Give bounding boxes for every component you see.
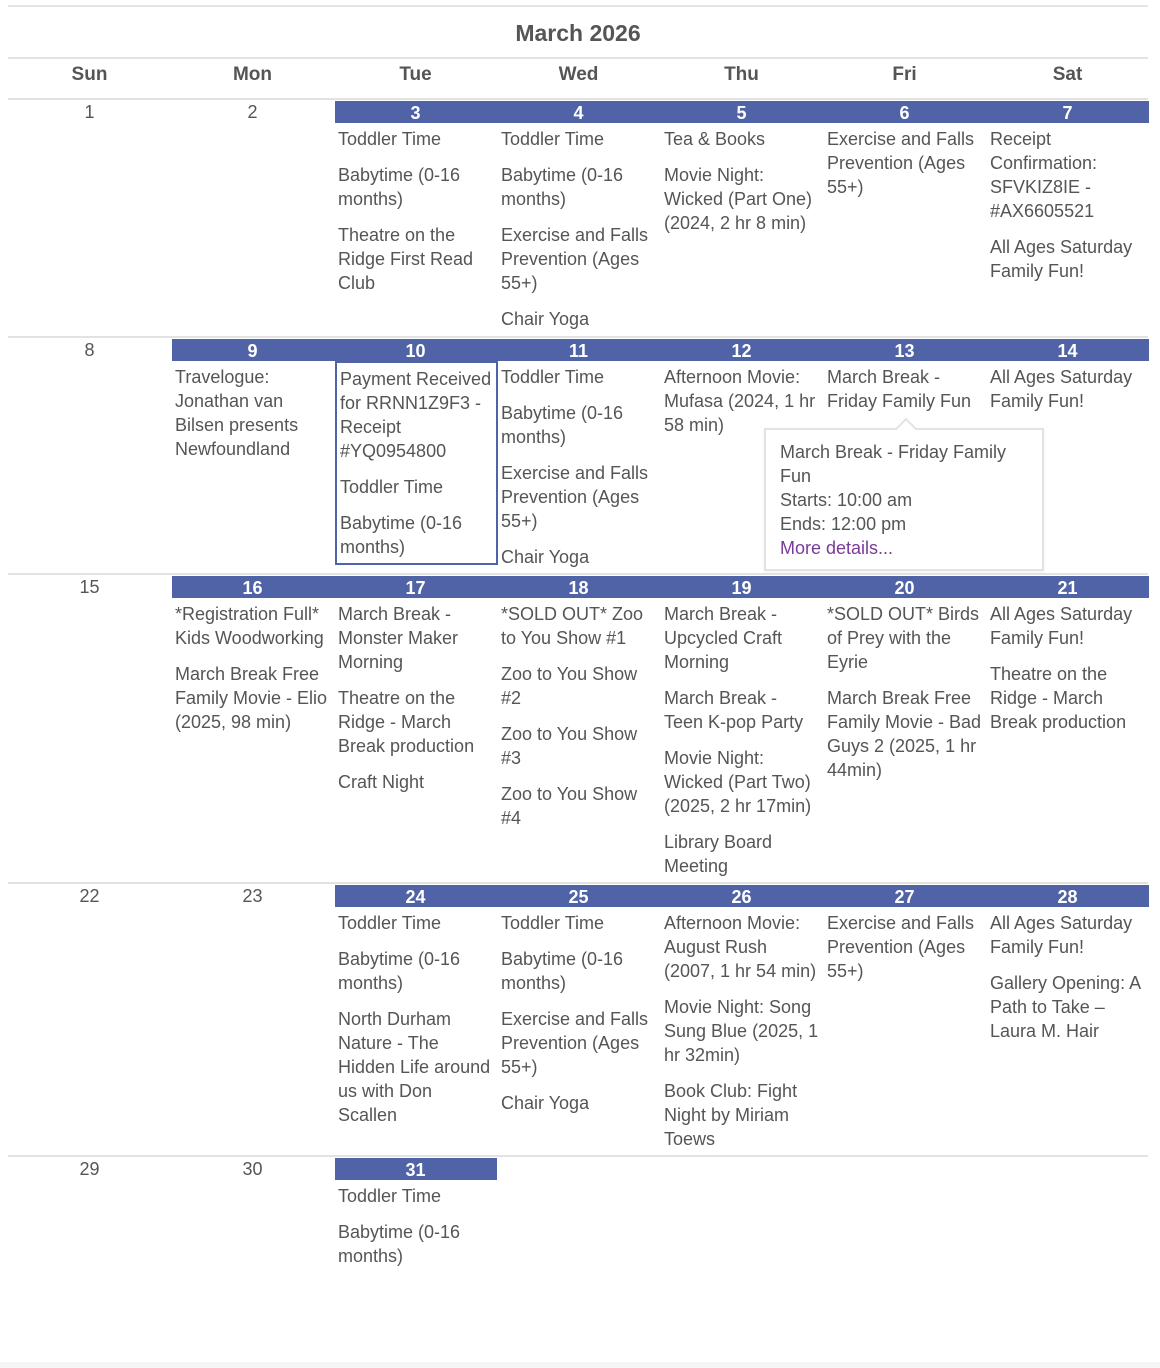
day-number-14[interactable]: 14 [1057, 341, 1078, 361]
day-number-24[interactable]: 24 [405, 887, 426, 907]
event-link[interactable]: Chair Yoga [501, 309, 590, 329]
event-link[interactable]: All Ages Saturday Family Fun! [990, 367, 1133, 411]
day-number-21[interactable]: 21 [1057, 578, 1078, 598]
day-cell-5 [664, 127, 819, 247]
event-link[interactable]: Zoo to You Show #2 [501, 664, 638, 708]
event-link[interactable]: All Ages Saturday Family Fun! [990, 604, 1133, 648]
event-link[interactable]: Book Club: Fight Night by Miriam Toews [664, 1081, 798, 1149]
day-cell-14 [990, 365, 1145, 425]
event-link[interactable]: Travelogue: Jonathan van Bilsen presents Newfoundland [175, 367, 299, 459]
event-link[interactable]: Payment Received for RRNN1Z9F3 - Receipt #YQ0954800 [340, 369, 492, 461]
day-cell-24 [338, 911, 493, 1139]
event-link[interactable]: Theatre on the Ridge - March Break production [338, 688, 475, 756]
day-number-28[interactable]: 28 [1057, 887, 1078, 907]
day-number-13[interactable]: 13 [894, 341, 915, 361]
event-link[interactable]: Exercise and Falls Prevention (Ages 55+) [827, 913, 975, 981]
day-number-15[interactable]: 15 [79, 577, 100, 597]
event-link[interactable]: Library Board Meeting [664, 832, 773, 876]
day-cell-18 [501, 602, 656, 842]
event-link[interactable]: Tea & Books [664, 129, 766, 149]
event-link[interactable]: Exercise and Falls Prevention (Ages 55+) [827, 129, 975, 197]
event-link[interactable]: Toddler Time [338, 1186, 442, 1206]
day-number-29[interactable]: 29 [79, 1159, 100, 1179]
day-cell-7 [990, 127, 1145, 295]
day-cell-28 [990, 911, 1145, 1055]
event-link[interactable]: March Break - Monster Maker Morning [338, 604, 459, 672]
day-cell-4 [501, 127, 656, 343]
day-number-3[interactable]: 3 [410, 103, 421, 123]
day-cell-3 [338, 127, 493, 307]
event-link[interactable]: Babytime (0-16 months) [340, 513, 463, 557]
day-cell-21 [990, 602, 1145, 746]
weekday-thu: Thu [724, 64, 759, 85]
day-cell-11 [501, 365, 656, 581]
event-link[interactable]: North Durham Nature - The Hidden Life around us with Don Scallen [338, 1009, 491, 1125]
event-link[interactable]: Movie Night: Song Sung Blue (2025, 1 hr 32min) [664, 997, 819, 1065]
header-divider [8, 98, 1148, 100]
weekday-wed: Wed [558, 64, 599, 85]
weekday-mon: Mon [232, 64, 273, 85]
event-link[interactable]: Zoo to You Show #3 [501, 724, 638, 768]
popup-event-title: March Break - Friday Family Fun [780, 442, 1007, 486]
day-number-7[interactable]: 7 [1062, 103, 1073, 123]
day-number-1[interactable]: 1 [84, 102, 95, 122]
day-number-26[interactable]: 26 [731, 887, 752, 907]
weekday-tue: Tue [399, 64, 432, 85]
event-link[interactable]: Afternoon Movie: August Rush (2007, 1 hr 54 min) [664, 913, 817, 981]
calendar-title: March 2026 [515, 20, 641, 46]
event-link[interactable]: *Registration Full* Kids Woodworking [175, 604, 324, 648]
event-link[interactable]: Exercise and Falls Prevention (Ages 55+) [501, 225, 649, 293]
day-number-17[interactable]: 17 [405, 578, 426, 598]
day-number-10[interactable]: 10 [405, 341, 426, 361]
event-link[interactable]: *SOLD OUT* Birds of Prey with the Eyrie [827, 604, 980, 672]
event-link[interactable]: Babytime (0-16 months) [501, 949, 624, 993]
event-popup [764, 428, 1044, 571]
event-link[interactable]: Chair Yoga [501, 547, 590, 567]
weekday-sat: Sat [1052, 64, 1083, 85]
week-divider [8, 1155, 1148, 1157]
popup-end-time: Ends: 12:00 pm [780, 514, 907, 534]
day-cell-17 [338, 602, 493, 806]
event-link[interactable]: March Break - Teen K-pop Party [664, 688, 804, 732]
day-number-8[interactable]: 8 [84, 340, 95, 360]
event-link[interactable]: March Break Free Family Movie - Bad Guys 2 (2025, 1 hr 44min) [827, 688, 982, 780]
day-cell-16 [175, 602, 330, 746]
day-number-22[interactable]: 22 [79, 886, 100, 906]
day-number-12[interactable]: 12 [731, 341, 752, 361]
event-link[interactable]: Babytime (0-16 months) [338, 1222, 461, 1266]
day-number-25[interactable]: 25 [568, 887, 589, 907]
event-link[interactable]: Toddler Time [338, 913, 442, 933]
event-link[interactable]: Exercise and Falls Prevention (Ages 55+) [501, 1009, 649, 1077]
day-number-9[interactable]: 9 [247, 341, 258, 361]
event-link[interactable]: Toddler Time [338, 129, 442, 149]
event-link[interactable]: Movie Night: Wicked (Part Two) (2025, 2 hr 17min) [664, 748, 812, 816]
event-link[interactable]: Afternoon Movie: Mufasa (2024, 1 hr 58 min) [664, 367, 816, 435]
event-link[interactable]: All Ages Saturday Family Fun! [990, 913, 1133, 957]
event-link[interactable]: Theatre on the Ridge First Read Club [338, 225, 474, 293]
event-link[interactable]: Babytime (0-16 months) [338, 165, 461, 209]
day-number-18[interactable]: 18 [568, 578, 589, 598]
event-link[interactable]: Toddler Time [501, 913, 605, 933]
day-number-5[interactable]: 5 [736, 103, 747, 123]
event-link[interactable]: Toddler Time [501, 129, 605, 149]
event-link[interactable]: Zoo to You Show #4 [501, 784, 638, 828]
event-link[interactable]: Craft Night [338, 772, 425, 792]
day-cell-26 [664, 911, 819, 1163]
day-number-19[interactable]: 19 [731, 578, 752, 598]
event-link[interactable]: Chair Yoga [501, 1093, 590, 1113]
day-number-16[interactable]: 16 [242, 578, 263, 598]
day-cell-9 [175, 365, 330, 473]
day-number-30[interactable]: 30 [242, 1159, 263, 1179]
event-link[interactable]: Exercise and Falls Prevention (Ages 55+) [501, 463, 649, 531]
event-link[interactable]: March Break Free Family Movie - Elio (2025, 98 min) [175, 664, 328, 732]
day-number-27[interactable]: 27 [894, 887, 915, 907]
day-number-23[interactable]: 23 [242, 886, 263, 906]
event-link[interactable]: Theatre on the Ridge - March Break production [990, 664, 1127, 732]
week-divider [8, 882, 1148, 884]
day-cell-20 [827, 602, 982, 794]
day-cell-27 [827, 911, 982, 995]
event-link[interactable]: March Break - Upcycled Craft Morning [664, 604, 783, 672]
page-bottom-bar [0, 1362, 1160, 1368]
day-number-20[interactable]: 20 [894, 578, 915, 598]
event-link[interactable]: Toddler Time [501, 367, 605, 387]
day-number-2[interactable]: 2 [247, 102, 258, 122]
weekday-fri: Fri [892, 64, 917, 85]
event-link[interactable]: Babytime (0-16 months) [338, 949, 461, 993]
event-link[interactable]: Receipt Confirmation: SFVKIZ8IE - #AX6605521 [990, 129, 1098, 221]
title-divider [8, 57, 1148, 59]
event-link[interactable]: Toddler Time [340, 477, 444, 497]
event-link[interactable]: Babytime (0-16 months) [501, 403, 624, 447]
event-link[interactable]: All Ages Saturday Family Fun! [990, 237, 1133, 281]
popup-start-time: Starts: 10:00 am [780, 490, 913, 510]
day-cell-25 [501, 911, 656, 1127]
event-link[interactable]: Movie Night: Wicked (Part One) (2024, 2 hr 8 min) [664, 165, 813, 233]
day-cell-31 [338, 1184, 493, 1280]
event-link[interactable]: March Break - Friday Family Fun [827, 367, 972, 411]
day-number-4[interactable]: 4 [573, 103, 584, 123]
day-number-6[interactable]: 6 [899, 103, 910, 123]
event-link[interactable]: Babytime (0-16 months) [501, 165, 624, 209]
day-number-31[interactable]: 31 [405, 1160, 426, 1180]
event-link[interactable]: *SOLD OUT* Zoo to You Show #1 [501, 604, 644, 648]
weekday-sun: Sun [71, 64, 108, 85]
day-cell-19 [664, 602, 819, 890]
day-number-11[interactable]: 11 [568, 341, 589, 361]
day-cell-10 [340, 367, 492, 571]
more-details-link[interactable]: More details... [780, 538, 894, 558]
day-cell-6 [827, 127, 982, 211]
event-link[interactable]: Gallery Opening: A Path to Take – Laura M. Hair [990, 973, 1141, 1041]
day-cell-13 [827, 365, 982, 425]
top-divider [8, 5, 1148, 7]
